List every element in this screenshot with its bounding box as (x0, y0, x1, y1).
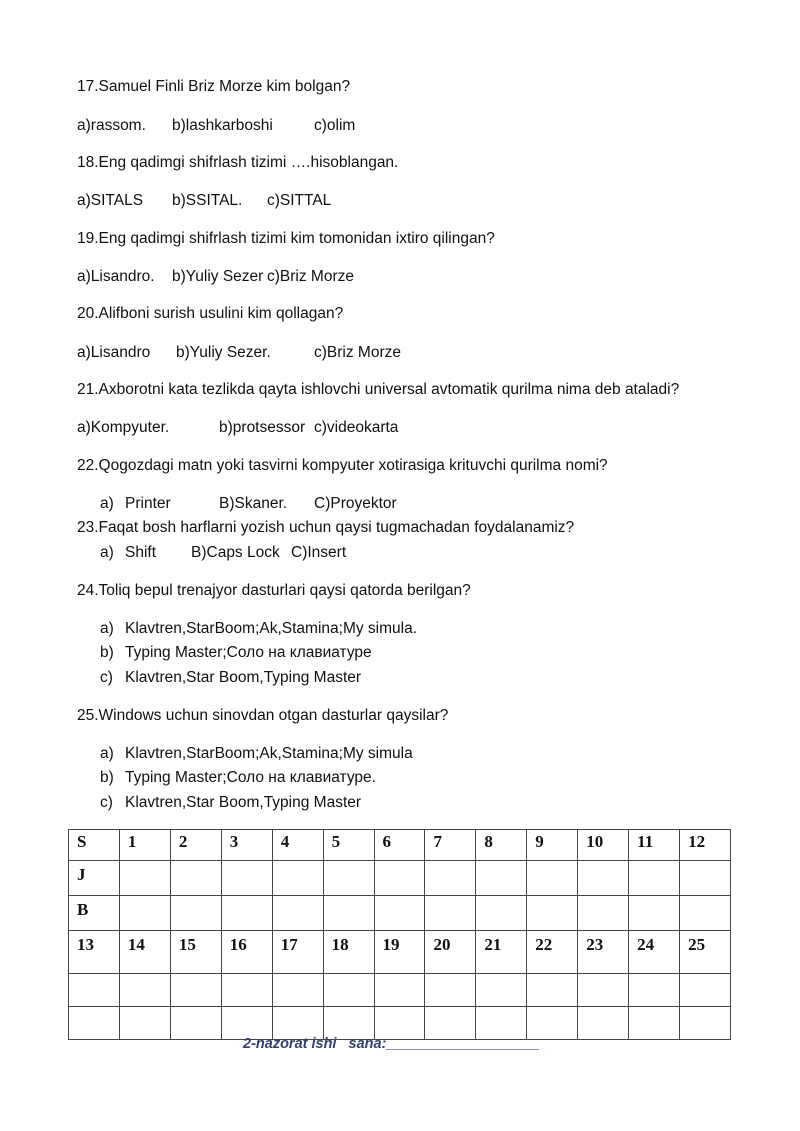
table-cell (374, 896, 425, 931)
table-cell: 8 (476, 830, 527, 861)
table-cell (578, 1007, 629, 1040)
q21-option-a: a)Kompyuter. (77, 419, 170, 436)
question-19: 19.Eng qadimgi shifrlash tizimi kim tomonidan ixtiro qilingan? (77, 230, 495, 247)
table-cell: 17 (272, 931, 323, 974)
q19-option-c: c)Briz Morze (267, 268, 354, 285)
question-21: 21.Axborotni kata tezlikda qayta ishlovchi universal avtomatik qurilma nima deb ataladi? (77, 381, 680, 398)
table-row (69, 896, 731, 931)
table-cell: 4 (272, 830, 323, 861)
table-cell: 18 (323, 931, 374, 974)
q22-option-b: B)Skaner. (219, 495, 288, 512)
q25-label-b: Typing Master;Соло на клавиатуре. (125, 769, 376, 786)
table-cell (527, 861, 578, 896)
table-cell: 24 (629, 931, 680, 974)
q17-option-c: c)olim (314, 117, 356, 134)
table-row (69, 974, 731, 1007)
footer-line (243, 1036, 540, 1052)
table-cell (527, 1007, 578, 1040)
table-cell (221, 896, 272, 931)
table-cell (323, 861, 374, 896)
table-cell (323, 896, 374, 931)
table-cell (170, 1007, 221, 1040)
table-cell (374, 861, 425, 896)
table-cell: 20 (425, 931, 476, 974)
date-blank: ___________________ (386, 1036, 540, 1052)
q20-option-c: c)Briz Morze (314, 344, 401, 361)
table-cell (680, 861, 731, 896)
table-cell (527, 974, 578, 1007)
q23-option-b: B)Caps Lock (191, 544, 280, 561)
table-cell (629, 861, 680, 896)
table-cell (119, 896, 170, 931)
table-cell: 23 (578, 931, 629, 974)
table-cell: 16 (221, 931, 272, 974)
q20-option-a: a)Lisandro (77, 344, 151, 361)
q20-option-b: b)Yuliy Sezer. (176, 344, 271, 361)
q25-marker-a: a) (100, 745, 114, 762)
q24-option-a (100, 620, 417, 638)
q25-option-c (100, 794, 361, 812)
table-cell (119, 974, 170, 1007)
footer-label: 2-nazorat ishi sana: (243, 1036, 387, 1052)
table-row (69, 1007, 731, 1040)
q22-marker-a: a) (100, 495, 114, 512)
table-cell (680, 974, 731, 1007)
table-cell (69, 974, 120, 1007)
table-cell (170, 896, 221, 931)
q23-marker-a: a) (100, 544, 114, 561)
table-cell: 10 (578, 830, 629, 861)
table-cell (221, 1007, 272, 1040)
q23-option-a: Shift (125, 544, 157, 561)
answer-table (68, 829, 731, 1040)
q22-option-c: C)Proyektor (314, 495, 397, 512)
table-cell: 13 (69, 931, 120, 974)
table-cell (272, 896, 323, 931)
table-cell (425, 896, 476, 931)
table-cell (221, 861, 272, 896)
q25-option-a (100, 745, 413, 763)
table-cell (680, 896, 731, 931)
table-cell: 15 (170, 931, 221, 974)
table-cell: 11 (629, 830, 680, 861)
q25-option-b (100, 769, 376, 787)
table-cell (527, 896, 578, 931)
q18-option-c: c)SITTAL (267, 192, 332, 209)
q24-option-c (100, 669, 361, 687)
q19-option-b: b)Yuliy Sezer (172, 268, 264, 285)
q25-label-a: Klavtren,StarBoom;Ak,Stamina;My simula (125, 745, 413, 762)
q24-label-b: Typing Master;Соло на клавиатуре (125, 644, 372, 661)
q24-option-b (100, 644, 372, 662)
question-24: 24.Toliq bepul trenajyor dasturlari qaysi qatorda berilgan? (77, 582, 471, 599)
q22-option-a: Printer (125, 495, 171, 512)
table-cell (476, 974, 527, 1007)
q18-option-b: b)SSITAL. (172, 192, 243, 209)
question-25: 25.Windows uchun sinovdan otgan dasturlar qaysilar? (77, 707, 449, 724)
table-row (69, 861, 731, 896)
table-cell (119, 1007, 170, 1040)
table-cell (476, 896, 527, 931)
table-cell: B (69, 896, 120, 931)
q24-label-c: Klavtren,Star Boom,Typing Master (125, 669, 362, 686)
table-cell (680, 1007, 731, 1040)
table-cell (119, 861, 170, 896)
table-cell: 1 (119, 830, 170, 861)
q21-option-b: b)protsessor (219, 419, 306, 436)
question-17: 17.Samuel Finli Briz Morze kim bolgan? (77, 78, 351, 95)
table-cell (374, 1007, 425, 1040)
q19-option-a: a)Lisandro. (77, 268, 155, 285)
table-cell (221, 974, 272, 1007)
q25-label-c: Klavtren,Star Boom,Typing Master (125, 794, 362, 811)
table-cell: 14 (119, 931, 170, 974)
table-cell: J (69, 861, 120, 896)
table-cell (476, 861, 527, 896)
table-cell (323, 1007, 374, 1040)
question-18: 18.Eng qadimgi shifrlash tizimi ….hisoblangan. (77, 154, 399, 171)
table-cell (374, 974, 425, 1007)
table-cell (69, 1007, 120, 1040)
table-cell (578, 974, 629, 1007)
q17-option-a: a)rassom. (77, 117, 146, 134)
q24-marker-c: c) (100, 669, 113, 686)
question-22: 22.Qogozdagi matn yoki tasvirni kompyuter xotirasiga krituvchi qurilma nomi? (77, 457, 608, 474)
table-cell: 2 (170, 830, 221, 861)
table-cell: 9 (527, 830, 578, 861)
table-cell (578, 861, 629, 896)
table-cell: 6 (374, 830, 425, 861)
table-cell: 25 (680, 931, 731, 974)
table-cell: S (69, 830, 120, 861)
table-cell: 3 (221, 830, 272, 861)
table-cell (272, 974, 323, 1007)
table-cell: 19 (374, 931, 425, 974)
q24-marker-a: a) (100, 620, 114, 637)
table-cell (323, 974, 374, 1007)
table-row (69, 931, 731, 974)
q24-label-a: Klavtren,StarBoom;Ak,Stamina;My simula. (125, 620, 418, 637)
table-cell (272, 1007, 323, 1040)
table-cell: 5 (323, 830, 374, 861)
table-cell (425, 1007, 476, 1040)
question-20: 20.Alifboni surish usulini kim qollagan? (77, 305, 344, 322)
q25-marker-c: c) (100, 794, 113, 811)
table-cell: 12 (680, 830, 731, 861)
table-cell (170, 974, 221, 1007)
table-cell (425, 974, 476, 1007)
table-cell (629, 974, 680, 1007)
table-cell (170, 861, 221, 896)
question-23: 23.Faqat bosh harflarni yozish uchun qaysi tugmachadan foydalanamiz? (77, 519, 575, 536)
table-cell: 22 (527, 931, 578, 974)
table-cell (272, 861, 323, 896)
table-cell (425, 861, 476, 896)
q21-option-c: c)videokarta (314, 419, 399, 436)
table-cell: 21 (476, 931, 527, 974)
q25-marker-b: b) (100, 769, 114, 786)
q23-option-c: C)Insert (291, 544, 347, 561)
table-cell (629, 896, 680, 931)
q18-option-a: a)SITALS (77, 192, 144, 209)
table-row (69, 830, 731, 861)
table-cell (476, 1007, 527, 1040)
table-cell: 7 (425, 830, 476, 861)
table-cell (629, 1007, 680, 1040)
q24-marker-b: b) (100, 644, 114, 661)
q17-option-b: b)lashkarboshi (172, 117, 273, 134)
table-cell (578, 896, 629, 931)
